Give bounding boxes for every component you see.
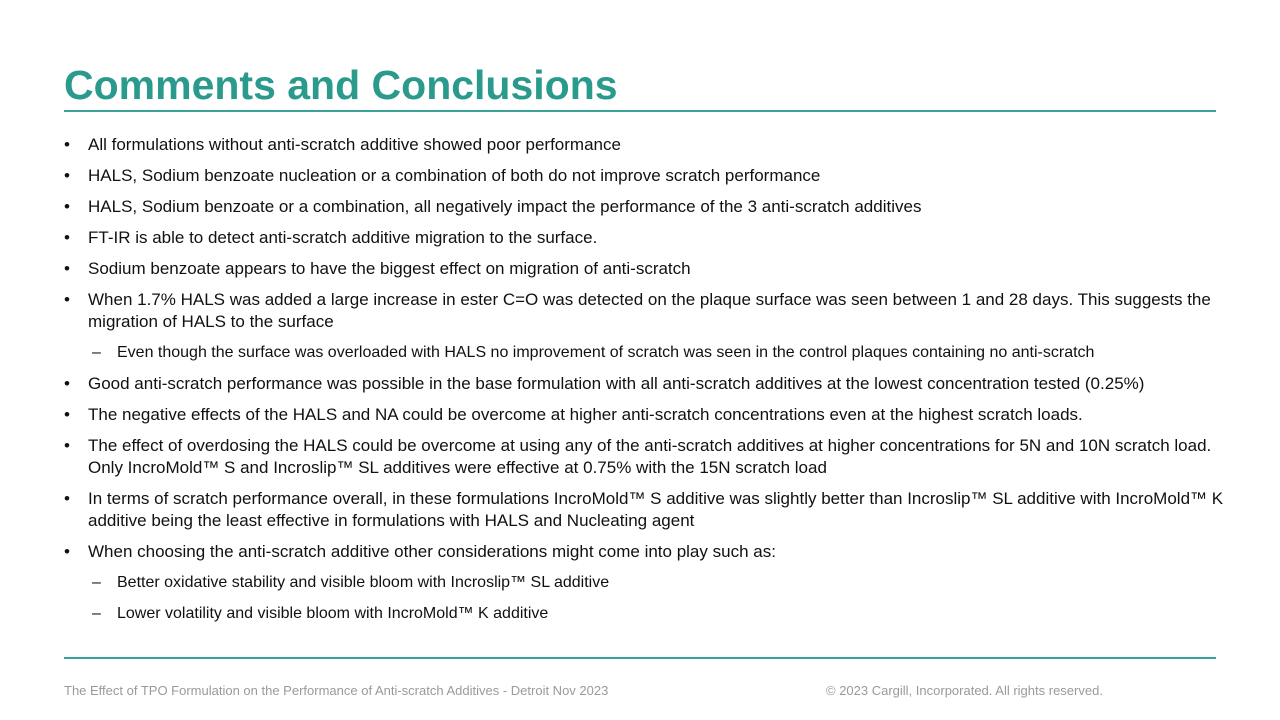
footer-presentation-title: The Effect of TPO Formulation on the Performance of Anti-scratch Additives - Detroit Nov 2023: [64, 683, 609, 698]
bullet-icon: •: [64, 228, 70, 247]
dash-icon: –: [92, 605, 101, 622]
bullet-item: [64, 373, 1224, 395]
footer-divider: [64, 657, 1216, 659]
bullet-list: [64, 134, 1224, 634]
bullet-icon: •: [64, 542, 70, 561]
bullet-text: Lower volatility and visible bloom with IncroMold™ K additive: [117, 605, 549, 622]
bullet-icon: •: [64, 489, 70, 508]
bullet-item: [64, 289, 1224, 333]
sub-bullet-item: [64, 603, 1224, 625]
footer-copyright: © 2023 Cargill, Incorporated. All rights reserved.: [826, 683, 1103, 698]
bullet-text: Sodium benzoate appears to have the biggest effect on migration of anti-scratch: [88, 259, 691, 278]
bullet-item: [64, 227, 1224, 249]
bullet-text: In terms of scratch performance overall, in these formulations IncroMold™ S additive was slightly better than Incroslip™ SL additive with IncroMold™ K additive being the least effective in formulations with HALS and Nucleating agent: [88, 489, 1224, 530]
bullet-text: The effect of overdosing the HALS could be overcome at using any of the anti-scratch additives at higher concentrations for 5N and 10N scratch load. Only IncroMold™ S and Incroslip™ SL additives were effective at 0.75% with the 15N scratch load: [88, 436, 1212, 477]
bullet-text: The negative effects of the HALS and NA could be overcome at higher anti-scratch concentrations even at the highest scratch loads.: [88, 405, 1083, 424]
bullet-icon: •: [64, 374, 70, 393]
bullet-item: [64, 258, 1224, 280]
title-divider: [64, 110, 1216, 112]
bullet-item: [64, 165, 1224, 187]
bullet-icon: •: [64, 436, 70, 455]
bullet-icon: •: [64, 259, 70, 278]
sub-bullet-item: [64, 342, 1224, 364]
bullet-item: [64, 541, 1224, 563]
bullet-text: HALS, Sodium benzoate nucleation or a combination of both do not improve scratch performance: [88, 166, 821, 185]
bullet-icon: •: [64, 166, 70, 185]
bullet-icon: •: [64, 290, 70, 309]
dash-icon: –: [92, 344, 101, 361]
sub-bullet-item: [64, 572, 1224, 594]
bullet-icon: •: [64, 197, 70, 216]
slide-title: Comments and Conclusions: [64, 62, 618, 108]
bullet-text: HALS, Sodium benzoate or a combination, all negatively impact the performance of the 3 anti-scratch additives: [88, 197, 922, 216]
bullet-item: [64, 404, 1224, 426]
bullet-icon: •: [64, 405, 70, 424]
bullet-text: All formulations without anti-scratch additive showed poor performance: [88, 135, 621, 154]
bullet-icon: •: [64, 135, 70, 154]
bullet-text: When choosing the anti-scratch additive other considerations might come into play such as:: [88, 542, 776, 561]
bullet-text: Good anti-scratch performance was possible in the base formulation with all anti-scratch additives at the lowest concentration tested (0.25%): [88, 374, 1145, 393]
bullet-text: Even though the surface was overloaded with HALS no improvement of scratch was seen in the control plaques containing no anti-scratch: [117, 344, 1095, 361]
dash-icon: –: [92, 574, 101, 591]
bullet-item: [64, 488, 1224, 532]
bullet-text: FT-IR is able to detect anti-scratch additive migration to the surface.: [88, 228, 598, 247]
bullet-item: [64, 134, 1224, 156]
bullet-item: [64, 435, 1224, 479]
bullet-text: When 1.7% HALS was added a large increase in ester C=O was detected on the plaque surface was seen between 1 and 28 days. This suggests the migration of HALS to the surface: [88, 290, 1211, 331]
bullet-item: [64, 196, 1224, 218]
bullet-text: Better oxidative stability and visible bloom with Incroslip™ SL additive: [117, 574, 610, 591]
